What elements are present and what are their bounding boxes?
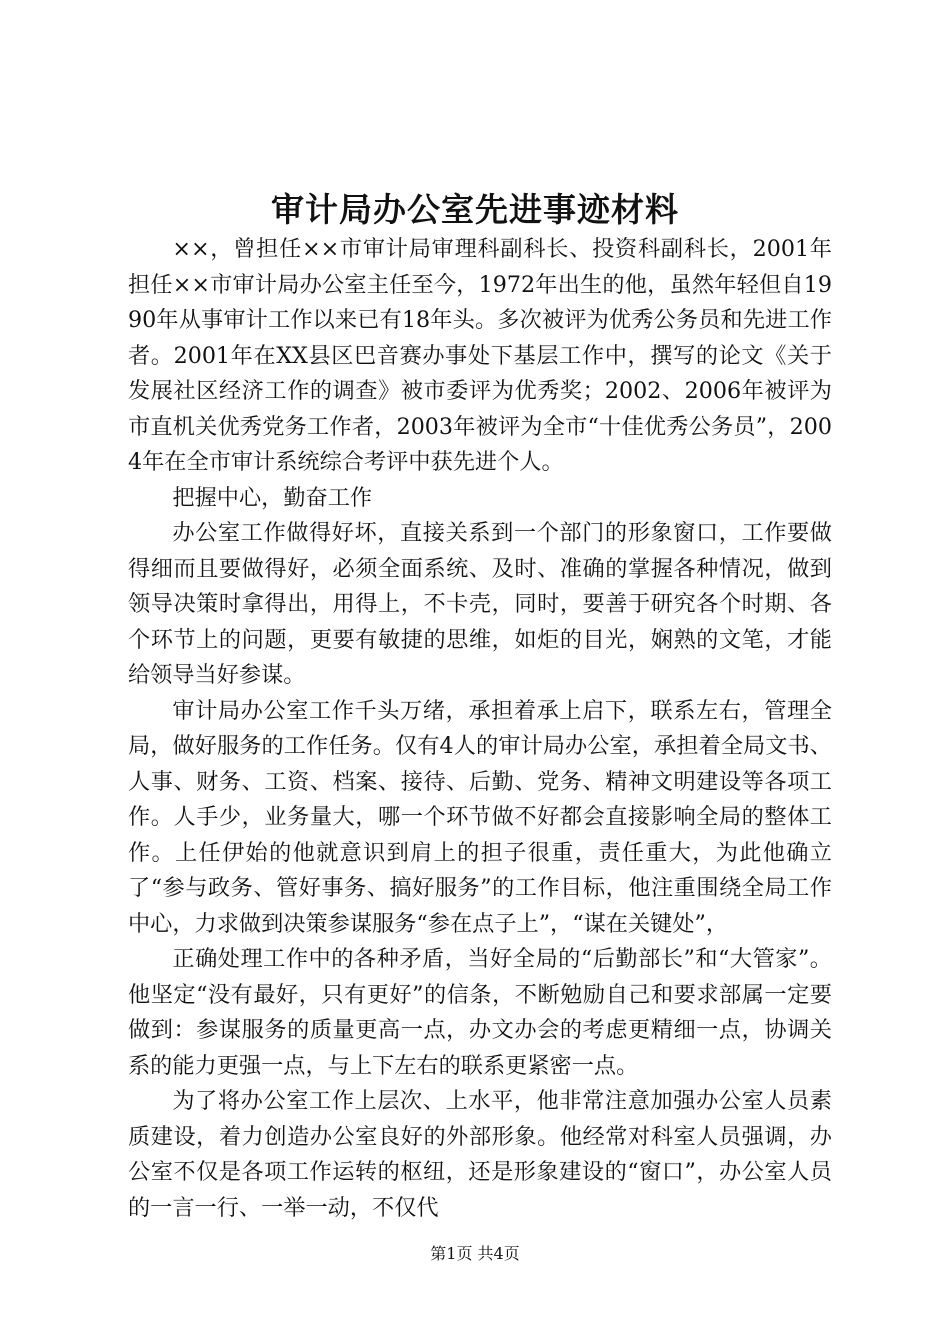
document-title: 审计局办公室先进事迹材料 (271, 190, 679, 229)
paragraph-team-building: 为了将办公室工作上层次、上水平，他非常注意加强办公室人员素质建设，着力创造办公室良好的外部形象。他经常对科室人员强调，办公室不仅是各项工作运转的枢纽，还是形象建设的“窗口”，办公室人员的一言一行、一举一动，不仅代 (128, 1088, 832, 1221)
paragraph-conflicts: 正确处理工作中的各种矛盾，当好全局的“后勤部长”和“大管家”。他坚定“没有最好，只有更好”的信条，不断勉励自己和要求部属一定要做到：参谋服务的质量更高一点，办文办会的考虑更精细一点，协调关系的能力更强一点，与上下左右的联系更紧密一点。 (128, 946, 832, 1079)
paragraph-duties: 审计局办公室工作千头万绪，承担着承上启下，联系左右，管理全局，做好服务的工作任务。仅有4人的审计局办公室，承担着全局文书、人事、财务、工资、档案、接待、后勤、党务、精神文明建设等各项工作。人手少，业务量大，哪一个环节做不好都会直接影响全局的整体工作。上任伊始的他就意识到肩上的担子很重，责任重大，为此他确立了“参与政务、管好事务、搞好服务”的工作目标，他注重围绕全局工作中心，力求做到决策参谋服务“参在点子上”，“谋在关键处”， (128, 697, 832, 937)
document-body (128, 232, 832, 1226)
paragraph-intro: ××，曾担任××市审计局审理科副科长、投资科副科长，2001年担任××市审计局办公室主任至今，1972年出生的他，虽然年轻但自1990年从事审计工作以来已有18年头。多次被评为优秀公务员和先进工作者。2001年在XX县区巴音赛办事处下基层工作中，撰写的论文《关于发展社区经济工作的调查》被市委评为优秀奖；2002、2006年被评为市直机关优秀党务工作者，2003年被评为全市“十佳优秀公务员”，2004年在全市审计系统综合考评中获先进个人。 (128, 236, 832, 475)
page-number: 第1页 共4页 (430, 1244, 520, 1263)
section-heading: 把握中心，勤奋工作 (172, 484, 373, 511)
paragraph-office-work: 办公室工作做得好坏，直接关系到一个部门的形象窗口，工作要做得细而且要做得好，必须全面系统、及时、准确的掌握各种情况，做到领导决策时拿得出，用得上，不卡壳，同时，要善于研究各个时期、各个环节上的问题，更要有敏捷的思维，如炬的目光，娴熟的文笔，才能给领导当好参谋。 (128, 520, 832, 688)
